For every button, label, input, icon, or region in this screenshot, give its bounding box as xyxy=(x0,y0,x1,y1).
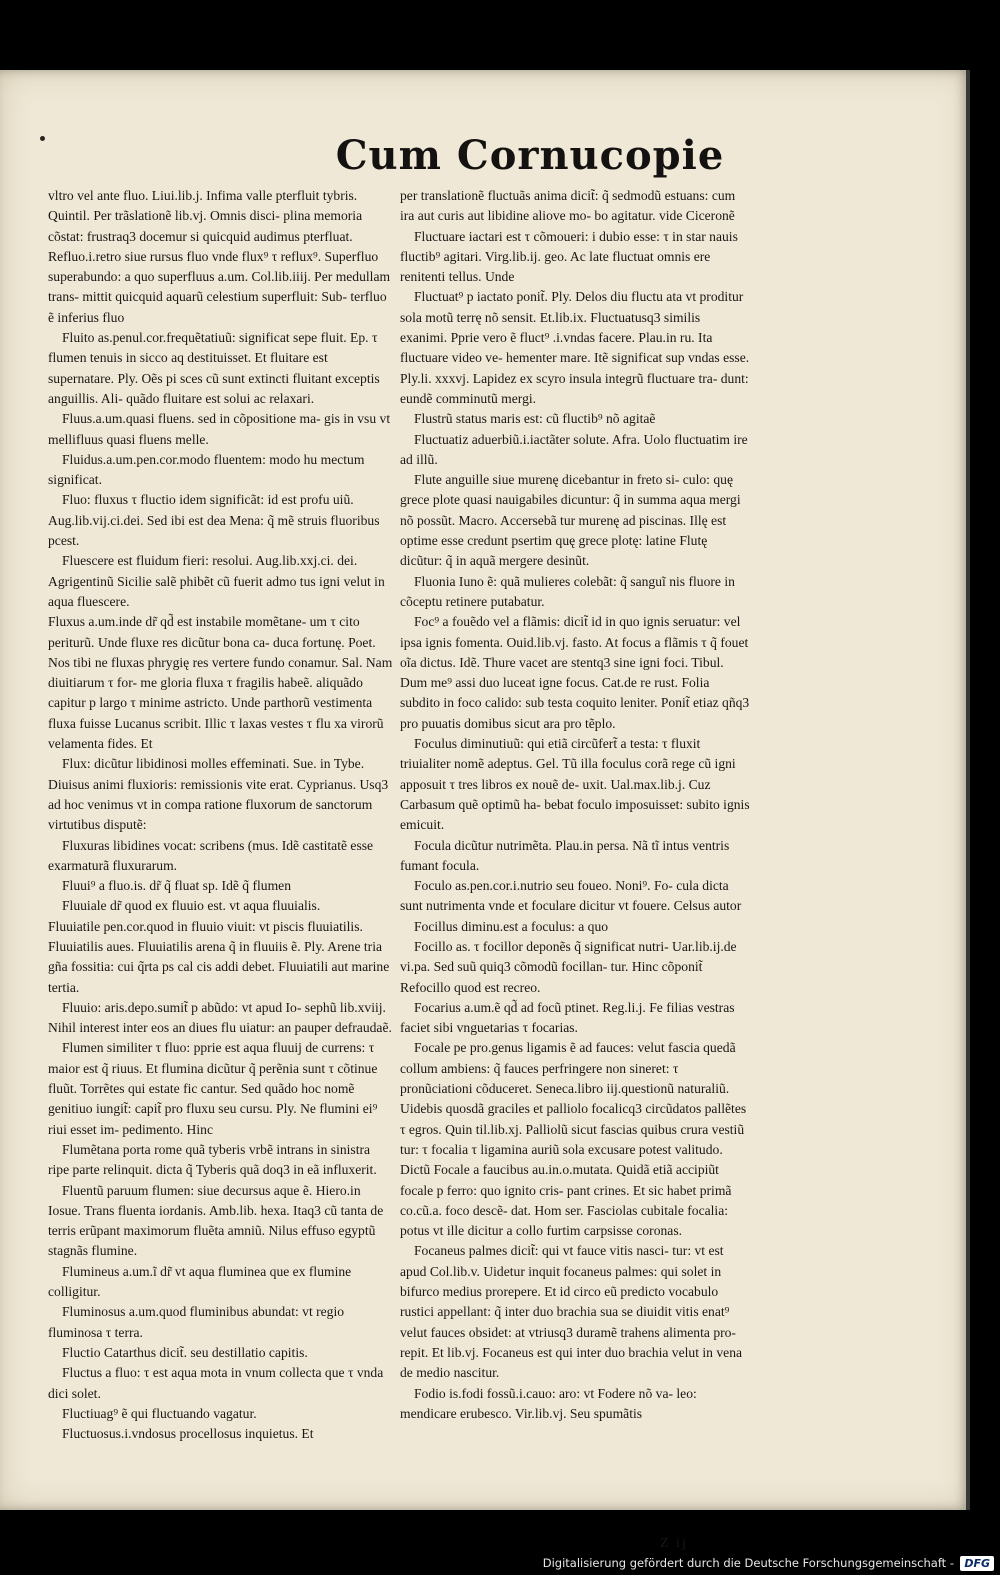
dictionary-entry: Fluito as.penul.cor.frequẽtatiuũ: significat sepe fluit. Ep. τ flumen tenuis in sicco aq destituisset. Et fluitare est supernatare. Ply. Oẽs pi sces cũ sunt extincti fluitant exceptis anguillis. Ali- quãdo fluitare est solui ac relaxari. xyxy=(48,330,380,406)
dictionary-entry: Fluuio: aris.depo.sumit̃ p abũdo: vt apud Io- sephũ lib.xviij. Nihil interest inter eos an diues flu uiatur: an pauper defraudaẽ. xyxy=(48,999,392,1036)
dictionary-entry: Fluxuras libidines vocat: scribens (mus. Idẽ castitatẽ esse exarmaturã fluxurarum. xyxy=(48,837,374,873)
dictionary-entry: Fluctio Catarthus dicit̃. seu destillatio capitis. xyxy=(62,1344,308,1360)
dictionary-entry: Flumen similiter τ fluo: pprie est aqua fluuij de currens: τ maior est q̃ riuus. Et flumina dicũtur q̃ perẽnia sunt τ cõtinue fluũt. Torrẽtes qui estate fic cantur. Sed quãdo hoc nomẽ genitiuo iungit̃: capit̃ pro fluxu seu cursu. Ply. Ne flumini ei⁹ riui esset im- pedimento. Hinc xyxy=(48,1040,378,1137)
dictionary-entry: Flux: dicũtur libidinosi molles effeminati. Sue. in Tybe. Diuisus animi fluxioris: remissionis vite erat. Cyprianus. Usq3 ad hoc venimus vt in compa ratione fluxorum de sanctorum virtutibus disputẽ: xyxy=(48,756,389,833)
dictionary-entry: Fluminosus a.um.quod fluminibus abundat: vt regio fluminosa τ terra. xyxy=(48,1304,345,1340)
dictionary-entry: Focula dicũtur nutrimẽta. Plau.in persa. Nã tĩ intus ventris fumant focula. xyxy=(400,837,730,873)
dictionary-entry: Fluctuat⁹ p iactato ponit̃. Ply. Delos diu fluctu ata vt proditur sola motũ terrę nõ sensit. Et.lib.ix. Fluctuatusq3 similis exanimi. Pprie vero ẽ fluct⁹ .i.vndas facere. Plau.in ru. Ita fluctuare video ve- hementer mare. Itẽ significat sup vndas esse. Ply.li. xxxvj. Lapidez ex scyro insula integrũ fluctuare tra- dunt: eundẽ comminutũ mergi. xyxy=(400,289,750,406)
dictionary-entry: Flumineus a.um.ĩ dr̃ vt aqua fluminea que ex flumine colligitur. xyxy=(48,1263,352,1300)
printer-signature: Z ij xyxy=(660,1536,688,1551)
dictionary-entry: Fluctuatiz aduerbiũ.i.iactãter solute. Afra. Uolo fluctuatim ire ad illũ. xyxy=(400,431,748,467)
dictionary-entry: Fodio is.fodi fossũ.i.cauo: aro: vt Fodere nõ va- leo: mendicare erubesco. Vir.lib.vj. Seu spumãtis xyxy=(400,1385,697,1421)
dictionary-entry: Focillo as. τ focillor deponẽs q̃ significat nutri- Uar.lib.ij.de vi.pa. Sed suũ quiq3 cõmodũ focillan- tur. Hinc cõponit̃ Refocillo quod est recreo. xyxy=(400,938,737,995)
dictionary-entry: per translationẽ fluctuãs anima dicit̃: q̃ sedmodũ estuans: cum ira aut curis aut libidine aliove mo- bo agitatur. vide Ciceronẽ xyxy=(400,188,736,224)
dictionary-entry: Fluuiale dr̃ quod ex fluuio est. vt aqua fluuialis. xyxy=(62,898,321,914)
dictionary-entry: Focaneus palmes dicit̃: qui vt fauce vitis nasci- tur: vt est apud Col.lib.v. Uidetur inquit focaneus palmes: qui solet in bifurco medius prorepere. Et id circo eũ predicto vocabulo rustici appellant: q̃ inter duo brachia sua se diuidit vitis enat⁹ velut fauces obsidet: at vtriusq3 duramẽ trahens alimenta pro- repit. Et lib.vj. Focaneus est qui inter duo brachia velut in vena de medio nascitur. xyxy=(400,1243,743,1381)
dictionary-entry: Fluus.a.um.quasi fluens. sed in cõpositione ma- gis in vsu vt mellifluus quasi fluens melle. xyxy=(48,411,391,447)
dictionary-entry: vltro vel ante fluo. Liui.lib.j. Infima valle pterfluit tybris. Quintil. Per trãslationẽ lib.vj. Omnis disci- plina memoria cõstat: frustraq3 docemur si quicquid audimus pterfluat. Refluo.i.retro siue rursus fluo vnde flux⁹ τ reflux⁹. Superfluo superabundo: a quo superfluus a.um. Col.lib.iiij. Per medullam trans- mittit quicquid aquarũ celestium superfluit: Sub- terfluo ẽ inferius fluo xyxy=(48,188,391,325)
dictionary-entry: Fluctus a fluo: τ est aqua mota in vnum collecta que τ vnda dici solet. xyxy=(48,1365,384,1401)
running-header: Cum Cornucopie xyxy=(335,132,725,179)
dictionary-entry: Flute anguille siue murenę dicebantur in freto si- culo: quę grece plote quasi nauigabiles dicuntur: q̃ in summa aqua mergi nõ possũt. Macro. Accersebã tur murenę ad piscinas. Illę est optime esse credunt psertim quę grece plotę: latine Flutę dicũtur: q̃ in aquã mergere desinũt. xyxy=(400,472,741,569)
dictionary-entry: Flustrũ status maris est: cũ fluctib⁹ nõ agitaẽ xyxy=(414,411,656,427)
dictionary-entry: Fluctuare iactari est τ cõmoueri: i dubio esse: τ in star nauis fluctib⁹ agitari. Virg.lib.ij. geo. Ac late fluctuat omnis ere renitenti tellus. Unde xyxy=(400,228,738,285)
left-column xyxy=(48,186,393,1444)
dfg-logo: DFG xyxy=(960,1556,994,1571)
dictionary-entry: Focale pe pro.genus ligamis ẽ ad fauces: velut fascia quedã collum ambiens: q̃ fauces perfringere non sineret: τ pronũciationi cõduceret. Seneca.libro iij.questionũ naturaliũ. Uidebis quosdã graciles et palliolo focalicq3 circũdatos pallẽtes τ egros. Quin til.lib.xj. Palliolũ sicut fascias quibus crura vestiũ tur: τ focalia τ ligamina auriũ sola excusare potest valitudo. Dictũ Focale a faucibus au.in.o.mutata. Quidã etiã accipiũt focale p ferro: quo ignito cris- pant crines. Et sic habet primã co.cũ.a. foco descẽ- dat. Hom ser. Fasciolas cubitale focalia: potus vt ille dicitur a collo furtim carpsisse coronas. xyxy=(400,1040,747,1239)
dictionary-entry: Foculus diminutiuũ: qui etiã circũfert̃ a testa: τ fluxit triuialiter nomẽ adeptus. Gel. Tũ illa foculus corã rege cũ igni apposuit τ tres libros ex nouẽ de- uxit. Ual.max.lib.j. Cuz Carbasum quẽ optimũ ha- bebat foculo imposuisset: subito ignis emicuit. xyxy=(400,736,750,833)
dictionary-entry: Fluuiatile pen.cor.quod in fluuio viuit: vt piscis fluuiatilis. Fluuiatilis aues. Fluuiatilis arena q̃ in fluuiis ẽ. Ply. Arene tria gña fossitia: cui q̃rta ps cal cis addi debet. Fluuiatili aut marine tertia. xyxy=(48,918,390,995)
dictionary-entry: Focillus diminu.est a foculus: a quo xyxy=(414,918,609,934)
dictionary-entry: Focarius a.um.ẽ qd̃ ad focũ ptinet. Reg.li.j. Fe filias vestras faciet sibi vnguetarias τ focarias. xyxy=(400,999,735,1036)
footer-credit-text: Digitalisierung gefördert durch die Deutsche Forschungsgemeinschaft - xyxy=(542,1556,954,1570)
dictionary-entry: Fluxus a.um.inde dr̃ qd̃ est instabile momẽtane- um τ cito periturũ. Unde fluxe res dicũtur bona ca- duca fortunę. Poet. Nos tibi ne fluxas phrygię res vertere fundo conamur. Sal. Nam diuitiarum τ for- me gloria fluxa τ fragilis habeẽ. aliquãdo capitur p largo τ minime astricto. Unde parthorũ vestimenta fluxa fuisse Lucanus scribit. Illic τ laxas vestes τ flu xa virorũ velamenta fides. Et xyxy=(48,614,393,752)
digitization-footer xyxy=(0,1551,1000,1575)
dictionary-entry: Fluctuosus.i.vndosus procellosus inquietus. Et xyxy=(62,1426,314,1442)
dictionary-entry: Fluctiuag⁹ ẽ qui fluctuando vagatur. xyxy=(62,1405,257,1421)
dictionary-entry: Fluui⁹ a fluo.is. dr̃ q̃ fluat sp. Idẽ q̃ flumen xyxy=(62,878,292,894)
dictionary-entry: Fluonia Iuno ẽ: quã mulieres colebãt: q̃ sanguĩ nis fluore in cõceptu retinere putabatur. xyxy=(400,573,735,609)
dictionary-entry: Fluentũ paruum flumen: siue decursus aque ẽ. Hiero.in Iosue. Trans fluenta iordanis. Amb.lib. hexa. Itaq3 cũ tanta de terris erũpant maximorum fluẽta amniũ. Nilus effuso egyptũ stagnãs flumine. xyxy=(48,1182,384,1259)
dictionary-entry: Fluidus.a.um.pen.cor.modo fluentem: modo hu mectum significat. xyxy=(48,451,365,488)
dictionary-entry: Foc⁹ a fouẽdo vel a flãmis: dicit̃ id in quo ignis seruatur: vel ipsa ignis fomenta. Ouid.lib.vj. fasto. At focus a flãmis τ q̃ fouet oĩa dictus. Idẽ. Thure vacet are stentq3 sine igni foci. Tibul. Dum me⁹ assi duo luceat igne focus. Cat.de re rust. Folia subdito in foco calido: sub testa coquito leniter. Ponit̃ etiaz qñq3 pro puuatis domibus sicut ara pro tẽplo. xyxy=(400,614,750,731)
page-edge xyxy=(966,70,970,1510)
right-column xyxy=(400,186,750,1424)
book-page xyxy=(0,70,970,1510)
dictionary-entry: Flumẽtana porta rome quã tyberis vrbẽ intrans in sinistra ripe parte relinquit. dicta q̃ Tyberis quã doq3 in eã influxerit. xyxy=(48,1141,377,1178)
dictionary-entry: Foculo as.pen.cor.i.nutrio seu foueo. Noni⁹. Fo- cula dicta sunt nutrimenta vnde et foculare dicitur vt fouere. Celsus autor xyxy=(400,878,742,914)
dictionary-entry: Fluescere est fluidum fieri: resolui. Aug.lib.xxj.ci. dei. Agrigentinũ Sicilie salẽ phibẽt cũ fuerit admo tus igni velut in aqua fluescere. xyxy=(48,553,385,609)
dictionary-entry: Fluo: fluxus τ fluctio idem significãt: id est profu uiũ. Aug.lib.vij.ci.dei. Sed ibi est dea Mena: q̃ mẽ struis fluoribus pcest. xyxy=(48,492,380,549)
